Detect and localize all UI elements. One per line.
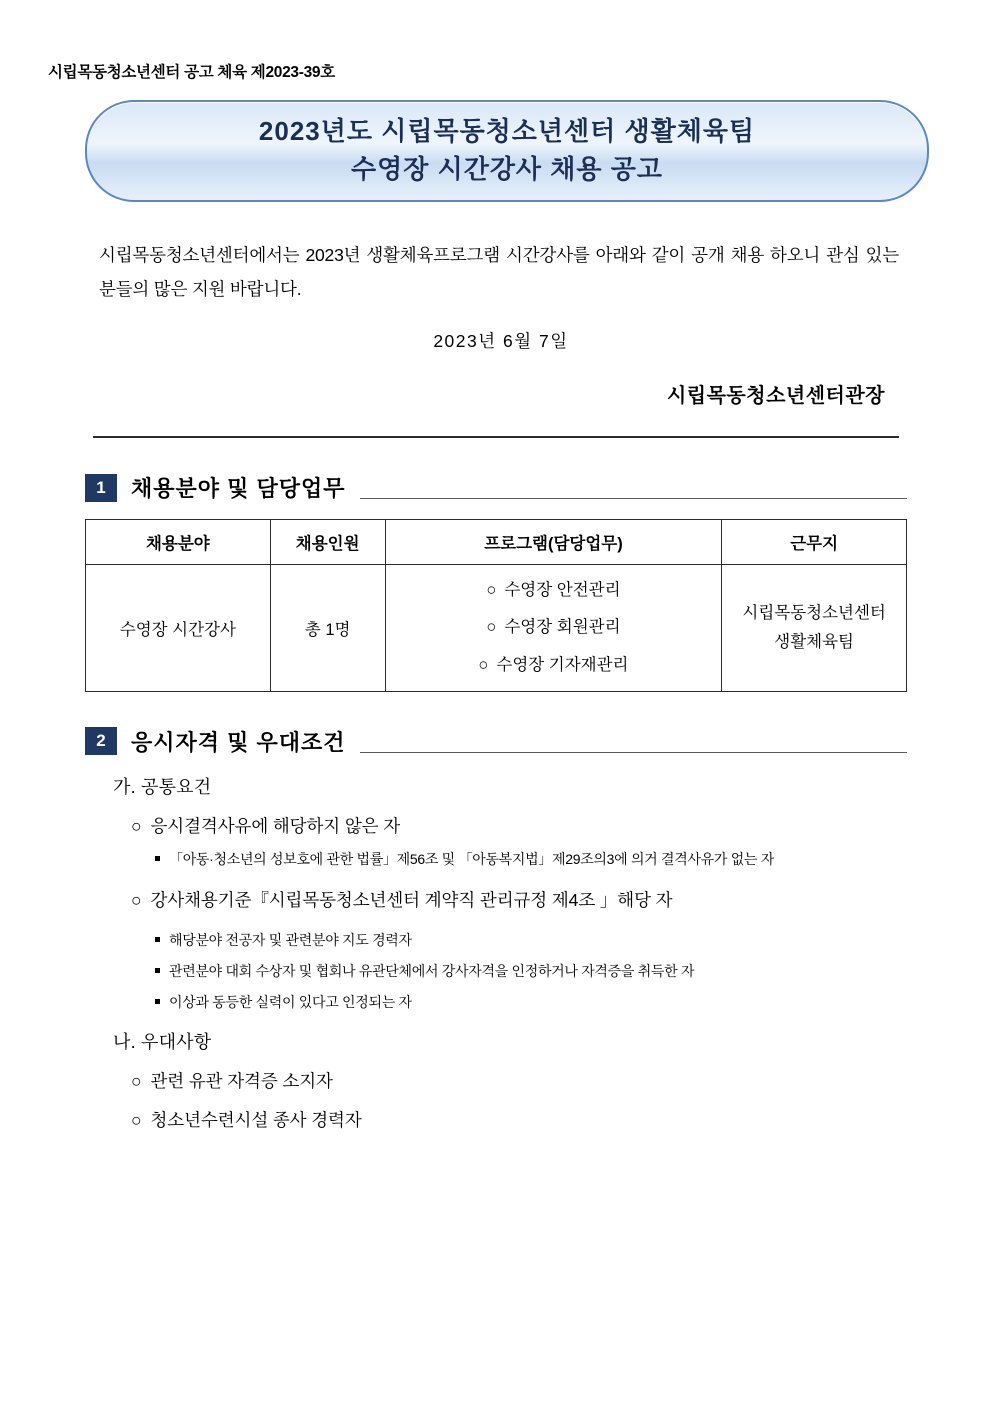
publish-date: 2023년 6월 7일 (433, 331, 569, 352)
table-header-count: 채용인원 (270, 520, 385, 565)
qualification-subitem-label: 해당분야 전공자 및 관련분야 지도 경력자 (169, 931, 412, 948)
ring-bullet-icon: ○ (131, 889, 142, 910)
table-row (86, 565, 907, 691)
program-item (390, 572, 718, 609)
qualification-subitem (155, 992, 907, 1012)
qualification-subitem-label: 관련분야 대회 수상자 및 협회나 유관단체에서 강사자격을 인정하거나 자격증을 취득한 자 (169, 962, 695, 979)
section-number-1: 1 (85, 474, 117, 502)
ring-bullet-icon: ○ (486, 618, 497, 637)
qualification-subitem (155, 930, 907, 950)
qualification-item (131, 813, 907, 838)
table-header-program: 프로그램(담당업무) (385, 520, 722, 565)
intro-paragraph: 시립목동청소년센터에서는 2023년 생활체육프로그램 시간강사를 아래와 같이 공개 채용 하오니 관심 있는 분들의 많은 지원 바랍니다. (99, 245, 899, 300)
signer-name: 시립목동청소년센터관장 (666, 385, 885, 408)
ring-bullet-icon: ○ (478, 655, 489, 674)
preference-item-label: 관련 유관 자격증 소지자 (150, 1070, 333, 1091)
section-heading-2 (85, 726, 907, 757)
program-item-label: 수영장 기자재관리 (496, 655, 629, 674)
ring-bullet-icon: ○ (131, 1109, 142, 1130)
place-line-1: 시립목동청소년센터 (742, 604, 886, 623)
qualification-group-a-label: 가. 공통요건 (113, 776, 212, 797)
cell-field: 수영장 시간강사 (86, 565, 271, 691)
square-bullet-icon (155, 937, 160, 942)
section-underline-2 (360, 752, 908, 753)
square-bullet-icon (155, 999, 160, 1004)
title-line-1: 2023년도 시립목동청소년센터 생활체육팀 (258, 116, 756, 147)
qualification-group-b-label: 나. 우대사항 (113, 1031, 212, 1052)
qualification-subitem-label: 이상과 동등한 실력이 있다고 인정되는 자 (169, 993, 412, 1010)
cell-count: 총 1명 (270, 565, 385, 691)
table-header-row (86, 520, 907, 565)
section-underline-1 (360, 498, 908, 499)
square-bullet-icon (155, 856, 160, 861)
section-number-2: 2 (85, 727, 117, 755)
table-header-place: 근무지 (722, 520, 907, 565)
title-banner (85, 100, 929, 202)
preference-item (131, 1107, 907, 1132)
program-item-label: 수영장 회원관리 (504, 618, 621, 637)
program-item (390, 609, 718, 646)
horizontal-divider (93, 436, 899, 438)
program-item-label: 수영장 안전관리 (504, 581, 621, 600)
qualification-subitem-label: 「아동·청소년의 성보호에 관한 법률」제56조 및 「아동복지법」제29조의3에 의거 결격사유가 없는 자 (169, 850, 774, 867)
ring-bullet-icon: ○ (131, 815, 142, 836)
place-line-2: 생활체육팀 (774, 632, 854, 651)
ring-bullet-icon: ○ (486, 581, 497, 600)
document-number: 시립목동청소년센터 공고 체육 제2023-39호 (48, 64, 335, 81)
section-title-2: 응시자격 및 우대조건 (131, 729, 346, 755)
title-line-2: 수영장 시간강사 채용 공고 (351, 154, 663, 184)
section-heading-1 (85, 472, 907, 503)
cell-programs (385, 565, 722, 691)
qualification-subitem (155, 849, 907, 869)
recruitment-table (85, 519, 907, 691)
section-title-1: 채용분야 및 담당업무 (131, 476, 346, 502)
qualification-subitem (155, 961, 907, 981)
preference-item (131, 1068, 907, 1093)
table-header-field: 채용분야 (86, 520, 271, 565)
program-item (390, 647, 718, 684)
qualification-item-label: 응시결격사유에 해당하지 않은 자 (150, 815, 401, 836)
cell-place (722, 565, 907, 691)
square-bullet-icon (155, 968, 160, 973)
qualification-item (131, 887, 907, 912)
ring-bullet-icon: ○ (131, 1070, 142, 1091)
preference-item-label: 청소년수련시설 종사 경력자 (150, 1109, 362, 1130)
qualification-item-label: 강사채용기준『시립목동청소년센터 계약직 관리규정 제4조 」해당 자 (150, 889, 673, 910)
